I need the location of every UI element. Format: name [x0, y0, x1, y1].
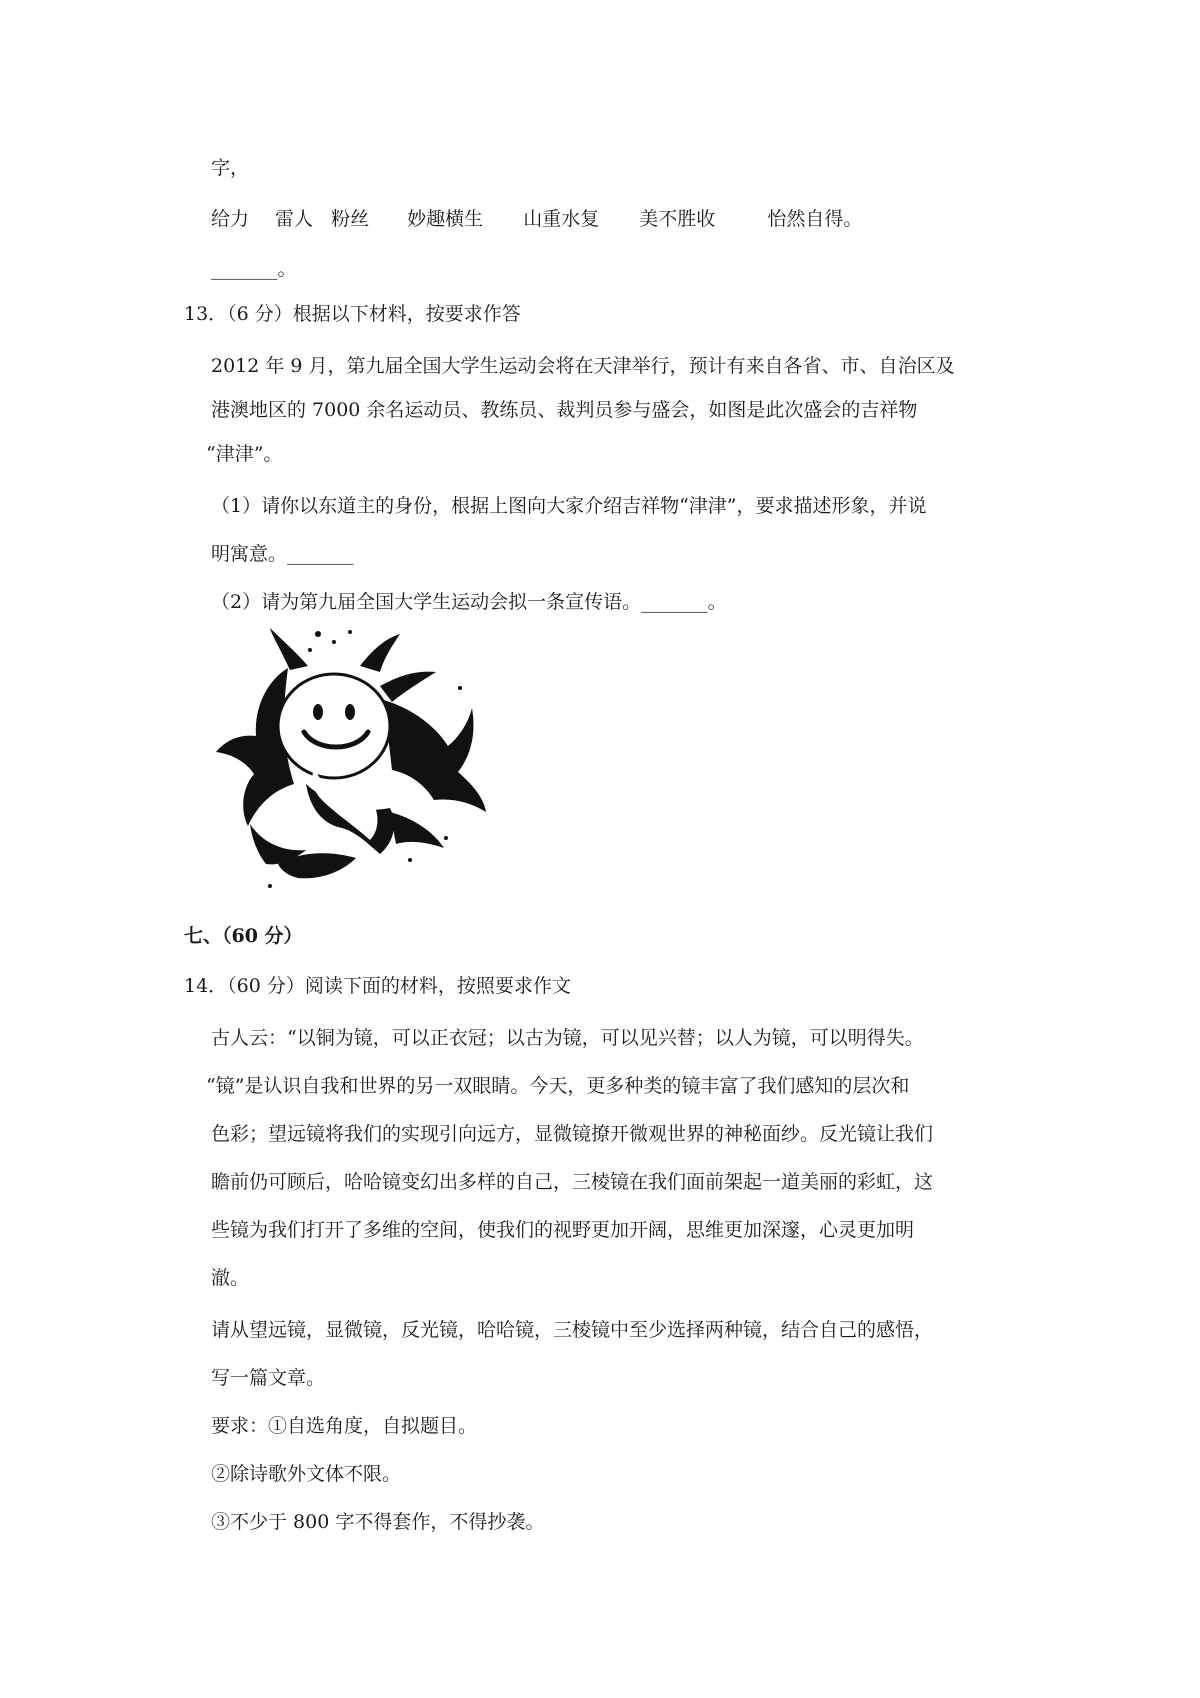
q13-sub2: （2）请为第九届全国大学生运动会拟一条宣传语。_______。: [211, 591, 727, 613]
q13-material-line: 港澳地区的 7000 余名运动员、教练员、裁判员参与盛会，如图是此次盛会的吉祥物: [211, 399, 918, 421]
mascot-jinjin-image: [210, 628, 490, 900]
q14-requirement: 要求：①自选角度，自拟题目。: [211, 1415, 478, 1437]
q14-requirement: ③不少于 800 字不得套作，不得抄袭。: [211, 1511, 545, 1533]
q13-sub1-line: 明寓意。_______: [211, 543, 354, 565]
question-14-title: 14．（60 分）阅读下面的材料，按照要求作文: [184, 975, 571, 997]
fragment-zi: 字，: [211, 157, 250, 179]
q14-material-line: 古人云：“以铜为镜，可以正衣冠；以古为镜，可以见兴替；以人为镜，可以明得失。: [211, 1027, 924, 1049]
q14-material-line: 澈。: [211, 1267, 250, 1289]
q13-material-line: 2012 年 9 月，第九届全国大学生运动会将在天津举行，预计有来自各省、市、自治区及: [211, 355, 955, 377]
question-13-title: 13．（6 分）根据以下材料，按要求作答: [184, 303, 521, 325]
word-item: 给力: [211, 208, 250, 230]
word-item: 雷人: [275, 208, 314, 230]
q14-task-line: 写一篇文章。: [211, 1367, 326, 1389]
q14-material-line: 色彩；望远镜将我们的实现引向远方，显微镜撩开微观世界的神秘面纱。反光镜让我们: [211, 1123, 934, 1145]
q14-task-line: 请从望远镜，显微镜，反光镜，哈哈镜，三棱镜中至少选择两种镜，结合自己的感悟，: [211, 1319, 934, 1341]
word-list: [211, 207, 862, 231]
word-item: 山重水复: [523, 208, 600, 230]
word-item: 美不胜收: [639, 208, 716, 230]
q14-material-line: 瞻前仍可顾后，哈哈镜变幻出多样的自己，三棱镜在我们面前架起一道美丽的彩虹，这: [211, 1171, 934, 1193]
q14-requirement: ②除诗歌外文体不限。: [211, 1463, 402, 1485]
q13-sub1-line: （1）请你以东道主的身份，根据上图向大家介绍吉祥物“津津”，要求描述形象，并说: [211, 495, 927, 517]
section-7-heading: 七、（60 分）: [184, 925, 303, 947]
q14-material-line: “镜”是认识自我和世界的另一双眼睛。今天，更多种类的镜丰富了我们感知的层次和: [206, 1075, 910, 1097]
word-item: 妙趣横生: [407, 208, 484, 230]
answer-blank: _______。: [211, 258, 297, 280]
word-item: 粉丝: [331, 208, 370, 230]
q14-material-line: 些镜为我们打开了多维的空间，使我们的视野更加开阔，思维更加深邃，心灵更加明: [211, 1219, 915, 1241]
q13-material-line: “津津”。: [206, 443, 283, 465]
word-item: 怡然自得。: [767, 208, 863, 230]
